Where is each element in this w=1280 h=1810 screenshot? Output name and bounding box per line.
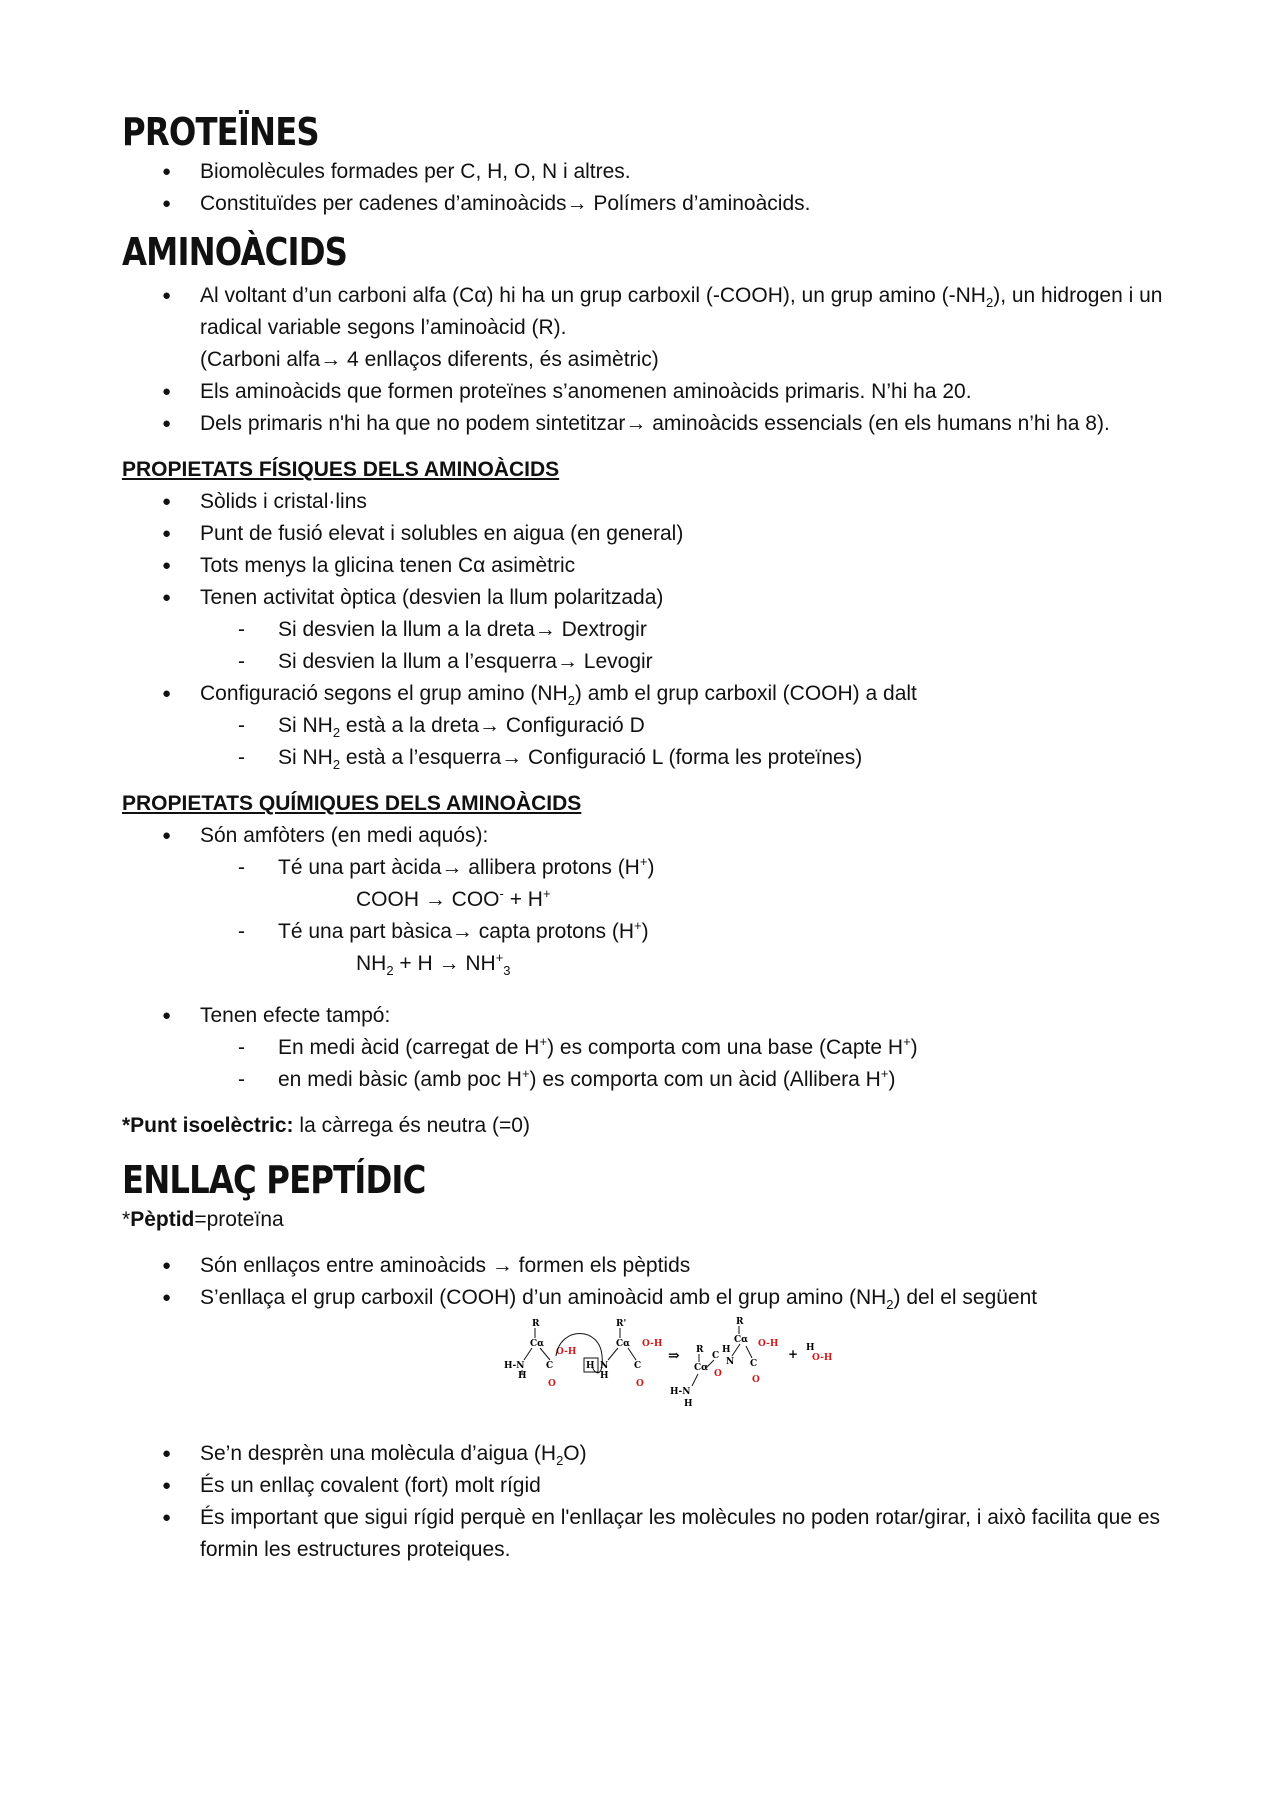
list-item: ● Tots menys la glicina tenen Cα asimètric — [122, 550, 1182, 582]
tampo-sublist — [200, 1032, 1182, 1096]
diagram-o: O — [752, 1375, 760, 1385]
peptide-bond-diagram — [500, 1316, 870, 1420]
list-item: ● És important que sigui rígid perquè en l'enllaçar les molècules no poden rotar/girar, i això facilita que es formin les estructures proteiques. — [122, 1502, 1182, 1566]
diagram-r: R — [696, 1345, 704, 1355]
sub-list-item: - Té una part bàsica→ capta protons (H+) — [200, 916, 1182, 948]
diagram-ca: Cα — [530, 1339, 545, 1349]
aminoacids-list — [122, 280, 1182, 440]
list-item: ● Dels primaris n'hi ha que no podem sintetitzar→ aminoàcids essencials (en els humans n’hi ha 8). — [122, 408, 1182, 440]
diagram-oh: O-H — [642, 1339, 663, 1349]
diagram-c: C — [634, 1361, 642, 1371]
config-sublist — [200, 710, 1182, 774]
subsection-title-fisiques: PROPIETATS FÍSIQUES DELS AMINOÀCIDS — [122, 458, 560, 481]
diagram-o: O — [548, 1379, 556, 1389]
diagram-ca: Cα — [734, 1335, 749, 1345]
section-title-peptidic: ENLLAÇ PEPTÍDIC — [122, 1158, 426, 1202]
diagram-hn: H-N — [504, 1361, 525, 1371]
formula-basica: $NH_2 + H \to NH^+_3$ — [356, 950, 511, 979]
sub-list-item: - Si $NH_2$ està a la dreta→ Configuració D — [200, 710, 1182, 742]
diagram-c: C — [750, 1359, 758, 1369]
diagram-water-h: H — [806, 1343, 815, 1353]
sub-list-item: - Si desvien la llum a l’esquerra→ Levogir — [200, 646, 1182, 678]
diagram-water-oh: O-H — [812, 1353, 833, 1363]
diagram-h: H — [518, 1371, 527, 1381]
diagram-n: N — [600, 1361, 609, 1371]
diagram-o: O — [636, 1379, 644, 1389]
subsection-title-quimiques: PROPIETATS QUÍMIQUES DELS AMINOÀCIDS — [122, 792, 582, 815]
diagram-ca: Cα — [616, 1339, 631, 1349]
sub-list-item: - Té una part àcida→ allibera protons (H+) — [200, 852, 1182, 884]
diagram-h: H — [600, 1371, 609, 1381]
sub-list-item: - en medi bàsic (amb poc H+) es comporta com un àcid (Allibera H+) — [200, 1064, 1182, 1096]
section-title-proteines: PROTEÏNES — [122, 110, 319, 154]
diagram-ca: Cα — [694, 1363, 709, 1373]
diagram-n: N — [726, 1357, 735, 1367]
diagram-r: R — [736, 1317, 744, 1327]
diagram-hn: H-N — [670, 1387, 691, 1397]
sub-list-item: - Si $NH_2$ està a l’esquerra→ Configuració L (forma les proteïnes) — [200, 742, 1182, 774]
formula-acida: COOH → COO- + H+ — [356, 886, 551, 911]
list-item: ● Al voltant d’un carboni alfa (Cα) hi ha un grup carboxil (-COOH), un grup amino $(-NH_2)$, un hidrogen i un radical variable segons l’aminoàcid (R). (Carboni alfa→ 4 enllaços diferents, és asimètric) — [122, 280, 1182, 376]
diagram-h: H — [586, 1361, 595, 1371]
proteines-list — [122, 156, 1182, 220]
list-item: ● Sòlids i cristal·lins — [122, 486, 1182, 518]
diagram-c: C — [546, 1361, 554, 1371]
diagram-oh: O-H — [556, 1347, 577, 1357]
list-item: ● Configuració segons el grup amino $(NH_2)$ amb el grup carboxil (COOH) a dalt - Si $NH_2$ està a la dreta→ Configuració D - Si $NH_2$ està a l’esquerra→ Configuració L (forma les proteïnes) — [122, 678, 1182, 774]
list-item: ● És un enllaç covalent (fort) molt rígid — [122, 1470, 1182, 1502]
diagram-plus: + — [788, 1347, 799, 1361]
diagram-r2: R' — [616, 1319, 627, 1329]
diagram-h: H — [722, 1345, 731, 1355]
sub-list-item: - En medi àcid (carregat de H+) es comporta com una base (Capte H+) — [200, 1032, 1182, 1064]
fisiques-list — [122, 486, 1182, 774]
peptid-note: *Pèptid=proteïna — [122, 1208, 284, 1231]
diagram-r: R — [532, 1319, 540, 1329]
quimiques-list — [122, 820, 1182, 980]
optica-sublist — [200, 614, 1182, 678]
list-item: ● Tenen activitat òptica (desvien la llum polaritzada) - Si desvien la llum a la dreta→ Dextrogir - Si desvien la llum a l’esquerra→ Levogir — [122, 582, 1182, 678]
isoelectric-note: *Punt isoelèctric: la càrrega és neutra (=0) — [122, 1114, 530, 1137]
diagram-h: H — [684, 1399, 693, 1409]
list-item: ● Punt de fusió elevat i solubles en aigua (en general) — [122, 518, 1182, 550]
amfoters-sublist — [200, 852, 1182, 884]
diagram-arrow: ⇒ — [668, 1348, 680, 1364]
diagram-c: C — [712, 1351, 720, 1361]
list-item: ● S’enllaça el grup carboxil (COOH) d’un aminoàcid amb el grup amino $(NH_2)$ del el següent — [122, 1282, 1182, 1314]
list-item: ● Biomolècules formades per C, H, O, N i altres. — [122, 156, 1182, 188]
list-item: ● Tenen efecte tampó: - En medi àcid (carregat de H+) es comporta com una base (Capte H+) - en medi bàsic (amb poc H+) es comporta com un àcid (Allibera H+) — [122, 1000, 1182, 1096]
list-item: ● Constituïdes per cadenes d’aminoàcids→ Polímers d’aminoàcids. — [122, 188, 1182, 220]
peptidic-list-2 — [122, 1438, 1182, 1566]
carboni-alfa-note: (Carboni alfa→ 4 enllaços diferents, és asimètric) — [200, 348, 659, 371]
peptidic-list — [122, 1250, 1182, 1314]
sub-list-item: - Si desvien la llum a la dreta→ Dextrogir — [200, 614, 1182, 646]
list-item: ● Són amfòters (en medi aquós): - Té una part àcida→ allibera protons (H+) COOH → COO- + H+ - Té una part bàsica→ capta protons (H+) $NH_2 + H \to NH^+_3$ — [122, 820, 1182, 980]
diagram-o: O — [714, 1369, 722, 1379]
list-item: ● Els aminoàcids que formen proteïnes s’anomenen aminoàcids primaris. N’hi ha 20. — [122, 376, 1182, 408]
section-title-aminoacids: AMINOÀCIDS — [122, 230, 348, 274]
diagram-oh: O-H — [758, 1339, 779, 1349]
document-page — [122, 108, 1182, 1566]
list-item: ● Se’n desprèn una molècula d’aigua $(H_2O)$ — [122, 1438, 1182, 1470]
list-item: ● Són enllaços entre aminoàcids → formen els pèptids — [122, 1250, 1182, 1282]
